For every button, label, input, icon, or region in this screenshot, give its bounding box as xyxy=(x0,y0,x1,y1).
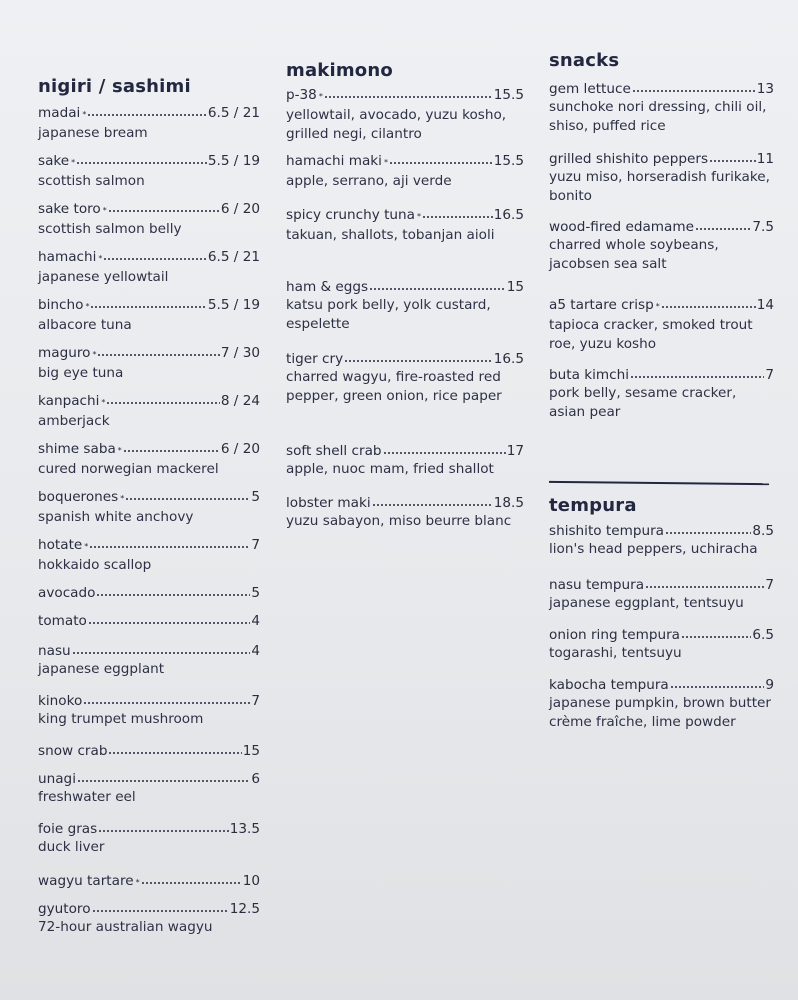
dot-leader xyxy=(108,751,241,755)
menu-item xyxy=(38,344,260,383)
menu-item-row xyxy=(549,576,774,594)
menu-item-row xyxy=(38,584,260,602)
menu-item-name: lobster maki xyxy=(286,495,371,511)
menu-item-description: scottish salmon belly xyxy=(38,221,182,237)
menu-item-price: 11 xyxy=(756,151,774,167)
menu-item-name: snow crab xyxy=(38,743,108,759)
menu-item-price: 12.5 xyxy=(229,901,260,917)
menu-item-row xyxy=(286,152,524,172)
dot-leader xyxy=(88,621,250,625)
dot-leader xyxy=(98,829,229,833)
menu-item-name: hamachi maki xyxy=(286,153,382,169)
menu-item-row xyxy=(286,442,524,460)
menu-item-price: 4 xyxy=(251,643,260,659)
menu-item xyxy=(549,80,774,136)
dot-leader xyxy=(372,503,493,507)
snacks-heading: snacks xyxy=(549,50,620,71)
menu-item xyxy=(38,872,260,892)
menu-item-price: 7 xyxy=(765,577,774,593)
makimono-heading: makimono xyxy=(286,60,393,81)
dot-leader xyxy=(422,215,493,219)
dot-leader xyxy=(96,593,250,597)
menu-item-description: scottish salmon xyxy=(38,173,145,189)
section-divider xyxy=(549,481,769,485)
menu-item xyxy=(38,152,260,191)
dot-leader xyxy=(695,227,751,231)
menu-item-name: soft shell crab xyxy=(286,443,382,459)
menu-item xyxy=(38,536,260,575)
menu-item-name: wagyu tartare xyxy=(38,873,134,889)
menu-item-price: 6 / 20 xyxy=(220,201,260,217)
menu-item-name: a5 tartare crisp xyxy=(549,297,654,313)
menu-item-description: yuzu miso, horseradish furikake, bonito xyxy=(549,169,770,204)
menu-item-name: shime saba xyxy=(38,441,116,457)
menu-item-description: apple, nuoc mam, fried shallot xyxy=(286,461,494,477)
raw-item-marker: * xyxy=(85,302,90,311)
menu-item-description: japanese eggplant, tentsuyu xyxy=(549,595,744,611)
menu-item-name: maguro xyxy=(38,345,91,361)
menu-item-description: takuan, shallots, tobanjan aioli xyxy=(286,227,495,243)
menu-item xyxy=(38,440,260,479)
menu-item-price: 6 xyxy=(251,771,260,787)
menu-item-row xyxy=(38,488,260,508)
menu-item-description: charred whole soybeans, jacobsen sea salt xyxy=(549,237,719,272)
raw-item-marker: * xyxy=(71,158,76,167)
menu-item-name: avocado xyxy=(38,585,96,601)
menu-item-price: 4 xyxy=(251,613,260,629)
menu-item-row xyxy=(286,494,524,512)
menu-item-name: nasu xyxy=(38,643,71,659)
menu-item xyxy=(286,152,524,191)
menu-item xyxy=(286,350,524,406)
menu-item xyxy=(38,488,260,527)
menu-item-description: pork belly, sesame cracker, asian pear xyxy=(549,385,737,420)
menu-item-description: apple, serrano, aji verde xyxy=(286,173,452,189)
menu-item-description: japanese eggplant xyxy=(38,661,165,677)
menu-item-name: grilled shishito peppers xyxy=(549,151,709,167)
menu-item-price: 6 / 20 xyxy=(220,441,260,457)
menu-item-description: big eye tuna xyxy=(38,365,124,381)
raw-item-marker: * xyxy=(82,110,87,119)
menu-item-row xyxy=(38,104,260,124)
menu-item-row xyxy=(38,344,260,364)
dot-leader xyxy=(630,375,764,379)
menu-item xyxy=(286,278,524,334)
dot-leader xyxy=(92,909,229,913)
menu-item xyxy=(38,900,260,937)
menu-item-row xyxy=(549,150,774,168)
menu-item-row xyxy=(38,642,260,660)
menu-item-name: hotate xyxy=(38,537,83,553)
menu-item-name: foie gras xyxy=(38,821,98,837)
raw-item-marker: * xyxy=(120,494,125,503)
menu-item-name: sake xyxy=(38,153,70,169)
menu-item-row xyxy=(38,296,260,316)
menu-item-price: 8.5 xyxy=(752,523,774,539)
menu-item-description: amberjack xyxy=(38,413,110,429)
menu-item xyxy=(38,584,260,602)
dot-leader xyxy=(141,881,242,885)
menu-item-description: togarashi, tentsuyu xyxy=(549,645,682,661)
dot-leader xyxy=(123,449,220,453)
menu-item-name: gem lettuce xyxy=(549,81,631,97)
menu-item-name: gyutoro xyxy=(38,901,91,917)
raw-item-marker: * xyxy=(101,398,106,407)
menu-item-description: sunchoke nori dressing, chili oil, shiso, puffed rice xyxy=(549,99,767,134)
menu-item-row xyxy=(38,248,260,268)
menu-item xyxy=(38,296,260,335)
menu-item-description: cured norwegian mackerel xyxy=(38,461,219,477)
raw-item-marker: * xyxy=(84,542,89,551)
menu-item-row xyxy=(38,742,260,760)
raw-item-marker: * xyxy=(416,212,421,221)
menu-item-row xyxy=(549,522,774,540)
menu-item-row xyxy=(549,218,774,236)
menu-item-name: madai xyxy=(38,105,81,121)
menu-item xyxy=(38,248,260,287)
menu-item-description: freshwater eel xyxy=(38,789,136,805)
menu-item-row xyxy=(38,612,260,630)
menu-item xyxy=(549,218,774,274)
menu-item-name: kabocha tempura xyxy=(549,677,669,693)
raw-item-marker: * xyxy=(102,206,107,215)
menu-item-row xyxy=(38,820,260,838)
raw-item-marker: * xyxy=(383,158,388,167)
dot-leader xyxy=(106,401,219,405)
menu-item-price: 16.5 xyxy=(493,351,524,367)
menu-item xyxy=(549,522,774,559)
menu-item-row xyxy=(38,392,260,412)
raw-item-marker: * xyxy=(655,302,660,311)
menu-item-row xyxy=(549,626,774,644)
dot-leader xyxy=(97,353,219,357)
menu-item xyxy=(38,392,260,431)
menu-item-name: buta kimchi xyxy=(549,367,629,383)
dot-leader xyxy=(83,701,250,705)
menu-item-price: 6.5 / 21 xyxy=(207,105,260,121)
dot-leader xyxy=(103,257,206,261)
menu-item xyxy=(38,612,260,630)
menu-item-name: kinoko xyxy=(38,693,83,709)
dot-leader xyxy=(87,113,207,117)
menu-item xyxy=(549,296,774,354)
dot-leader xyxy=(90,305,206,309)
menu-item-row xyxy=(38,770,260,788)
menu-item-price: 13.5 xyxy=(229,821,260,837)
dot-leader xyxy=(670,685,765,689)
menu-item-price: 7 / 30 xyxy=(220,345,260,361)
menu-item xyxy=(286,442,524,479)
menu-item xyxy=(549,366,774,422)
menu-item-name: boquerones xyxy=(38,489,119,505)
menu-item-description: albacore tuna xyxy=(38,317,132,333)
menu-item-row xyxy=(549,80,774,98)
menu-item-description: king trumpet mushroom xyxy=(38,711,204,727)
menu-item-price: 15.5 xyxy=(493,87,524,103)
menu-item-price: 5.5 / 19 xyxy=(207,153,260,169)
menu-item-name: hamachi xyxy=(38,249,97,265)
menu-item-name: bincho xyxy=(38,297,84,313)
menu-item-row xyxy=(286,86,524,106)
menu-item-name: onion ring tempura xyxy=(549,627,680,643)
menu-item-description: yuzu sabayon, miso beurre blanc xyxy=(286,513,512,529)
menu-item-price: 8 / 24 xyxy=(220,393,260,409)
menu-item-name: tiger cry xyxy=(286,351,344,367)
dot-leader xyxy=(344,359,493,363)
menu-item xyxy=(38,200,260,239)
dot-leader xyxy=(645,585,764,589)
dot-leader xyxy=(389,161,493,165)
menu-item-price: 18.5 xyxy=(493,495,524,511)
raw-item-marker: * xyxy=(135,878,140,887)
dot-leader xyxy=(661,305,756,309)
menu-item-price: 14 xyxy=(756,297,774,313)
menu-item-price: 16.5 xyxy=(493,207,524,223)
dot-leader xyxy=(324,95,493,99)
tempura-heading: tempura xyxy=(549,495,637,516)
menu-item-row xyxy=(38,536,260,556)
dot-leader xyxy=(369,287,506,291)
menu-item-row xyxy=(38,440,260,460)
menu-item-name: nasu tempura xyxy=(549,577,645,593)
menu-item-name: kanpachi xyxy=(38,393,100,409)
dot-leader xyxy=(383,451,506,455)
menu-item-row xyxy=(549,366,774,384)
dot-leader xyxy=(709,159,756,163)
dot-leader xyxy=(89,545,250,549)
menu-item xyxy=(38,104,260,143)
menu-item-price: 10 xyxy=(242,873,260,889)
menu-item-price: 7.5 xyxy=(752,219,774,235)
dot-leader xyxy=(77,779,250,783)
menu-item-price: 7 xyxy=(251,693,260,709)
menu-item-price: 15.5 xyxy=(493,153,524,169)
menu-item-name: ham & eggs xyxy=(286,279,369,295)
menu-item-name: shishito tempura xyxy=(549,523,665,539)
menu-item xyxy=(549,576,774,613)
dot-leader xyxy=(108,209,220,213)
menu-item xyxy=(286,494,524,531)
menu-item-row xyxy=(38,872,260,892)
menu-item xyxy=(38,692,260,729)
menu-item xyxy=(549,676,774,732)
menu-item-name: p-38 xyxy=(286,87,317,103)
menu-item xyxy=(286,86,524,144)
menu-item-description: japanese yellowtail xyxy=(38,269,169,285)
menu-item-description: japanese pumpkin, brown butter crème fraîche, lime powder xyxy=(549,695,771,730)
menu-item-price: 13 xyxy=(756,81,774,97)
menu-item-description: spanish white anchovy xyxy=(38,509,194,525)
menu-item-description: katsu pork belly, yolk custard, espelette xyxy=(286,297,491,332)
menu-item-price: 5 xyxy=(251,585,260,601)
menu-item xyxy=(38,742,260,760)
dot-leader xyxy=(681,635,751,639)
menu-item xyxy=(549,626,774,663)
menu-item-description: duck liver xyxy=(38,839,105,855)
raw-item-marker: * xyxy=(117,446,122,455)
menu-item-row xyxy=(38,900,260,918)
dot-leader xyxy=(125,497,250,501)
nigiri-heading: nigiri / sashimi xyxy=(38,76,191,97)
menu-item-price: 5.5 / 19 xyxy=(207,297,260,313)
menu-item xyxy=(38,820,260,857)
menu-item-row xyxy=(286,350,524,368)
menu-item-name: spicy crunchy tuna xyxy=(286,207,415,223)
menu-item-description: tapioca cracker, smoked trout roe, yuzu kosho xyxy=(549,317,753,352)
menu-item-price: 15 xyxy=(506,279,524,295)
menu-item-description: japanese bream xyxy=(38,125,148,141)
menu-item-name: wood-fired edamame xyxy=(549,219,694,235)
menu-item-price: 7 xyxy=(765,367,774,383)
menu-item-name: unagi xyxy=(38,771,76,787)
menu-item-price: 9 xyxy=(765,677,774,693)
menu-item xyxy=(38,770,260,807)
menu-item-row xyxy=(38,200,260,220)
raw-item-marker: * xyxy=(92,350,97,359)
menu-item-row xyxy=(286,206,524,226)
menu-item-price: 5 xyxy=(251,489,260,505)
menu-item-price: 6.5 xyxy=(752,627,774,643)
menu-item xyxy=(286,206,524,245)
menu-item-name: tomato xyxy=(38,613,87,629)
menu-item-row xyxy=(38,692,260,710)
menu-item xyxy=(549,150,774,206)
menu-item-description: yellowtail, avocado, yuzu kosho, grilled negi, cilantro xyxy=(286,107,507,142)
menu-item-description: lion's head peppers, uchiracha xyxy=(549,541,758,557)
menu-item-price: 7 xyxy=(251,537,260,553)
dot-leader xyxy=(72,651,251,655)
menu-item-price: 6.5 / 21 xyxy=(207,249,260,265)
raw-item-marker: * xyxy=(98,254,103,263)
menu-item-row xyxy=(549,296,774,316)
menu-item-name: sake toro xyxy=(38,201,101,217)
dot-leader xyxy=(76,161,207,165)
menu-item-price: 15 xyxy=(242,743,260,759)
dot-leader xyxy=(665,531,751,535)
menu-item-description: 72-hour australian wagyu xyxy=(38,919,213,935)
dot-leader xyxy=(632,89,756,93)
menu-item-row xyxy=(286,278,524,296)
menu-item-price: 17 xyxy=(506,443,524,459)
menu-item-row xyxy=(38,152,260,172)
menu-item-description: hokkaido scallop xyxy=(38,557,152,573)
menu-item-description: charred wagyu, fire-roasted red pepper, green onion, rice paper xyxy=(286,369,502,404)
menu-item-row xyxy=(549,676,774,694)
menu-item xyxy=(38,642,260,679)
raw-item-marker: * xyxy=(318,92,323,101)
